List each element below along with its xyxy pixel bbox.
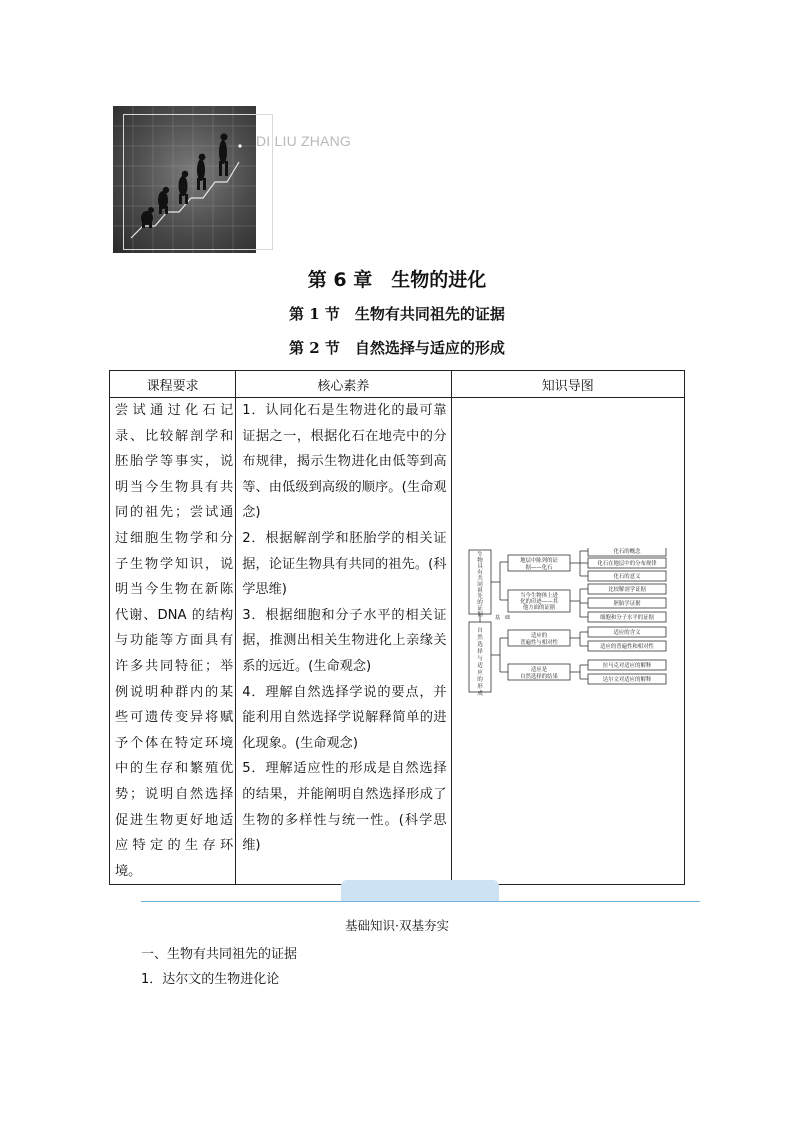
table-header-row [110,371,685,398]
svg-text:证: 证 [476,606,483,612]
svg-text:物: 物 [476,558,483,564]
mindmap-cell [451,398,684,885]
literacy-item-3: 3．根据细胞和分子水平的相关证据，推测出相关生物进化上亲缘关系的远近。(生命观念) [242,607,447,674]
svg-text:据: 据 [476,612,483,618]
svg-text:适应的: 适应的 [530,633,547,639]
header-literacy: 核心素养 [236,371,451,398]
svg-text:具: 具 [476,564,483,570]
svg-text:的: 的 [476,677,483,683]
svg-text:化石在地层中的分布规律: 化石在地层中的分布规律 [596,561,657,567]
literacy-item-4: 4．理解自然选择学说的要点，并能利用自然选择学说解释简单的进化现象。(生命观念) [242,684,447,751]
literacy-item-1: 1．认同化石是生物进化的最可靠证据之一，根据化石在地壳中的分布规律，揭示生物进化由低等到高等、由低级到高级的顺序。(生命观念) [242,403,447,521]
svg-text:他方面的证据: 他方面的证据 [522,605,555,611]
svg-text:成: 成 [476,691,483,697]
svg-text:适: 适 [476,663,483,669]
svg-text:据——化石: 据——化石 [525,565,553,571]
svg-text:共: 共 [476,576,483,582]
chapter-title: 第 6 章 生物的进化 [307,269,487,291]
svg-text:化石的概念: 化石的概念 [613,549,641,555]
section-divider [141,901,700,902]
svg-text:细胞和分子水平的证据: 细胞和分子水平的证据 [599,615,654,621]
svg-text:胚胎学证据: 胚胎学证据 [613,601,641,607]
banner-frame [123,114,273,250]
svg-text:应: 应 [476,670,483,676]
svg-text:形: 形 [476,684,483,690]
table-content-row [110,398,685,885]
section-tab-decoration [341,880,499,902]
knowledge-mindmap [468,548,672,698]
literacy-item-2: 2．根据解剖学和胚胎学的相关证据，论证生物具有共同的祖先。(科学思维) [242,530,447,598]
svg-text:普遍性与相对性: 普遍性与相对性 [519,640,558,646]
svg-text:拉马克对适应的解释: 拉马克对适应的解释 [602,663,651,669]
svg-text:比较解剖学证据: 比较解剖学证据 [607,587,646,593]
svg-text:化石的意义: 化石的意义 [613,574,641,580]
section-title-2: 第 2 节 自然选择与适应的形成 [289,339,505,357]
literacy-cell [236,398,451,885]
svg-text:适应的含义: 适应的含义 [613,630,641,636]
heading-level-1: 一、生物有共同祖先的证据 [141,947,298,962]
header-mindmap: 知识导图 [451,371,684,398]
requirements-text: 尝试通过化石记录、比较解剖学和胚胎学等事实，说明当今生物具有共同的祖先；尝试通过细胞生物学和分子生物学知识，说明当今生物在新陈代谢、DNA 的结构与功能等方面具有许多共同特征；举例说明种群内的某些可遗传变异将赋予个体在特定环境中的生存和繁殖优势；说明自然选择促进生物更好地适应特定的生存环境。 [115,403,234,879]
svg-text:的: 的 [476,600,483,606]
svg-text:地层中陈列的证: 地层中陈列的证 [519,558,558,564]
header-requirements: 课程要求 [110,371,236,398]
svg-text:达尔文对适应的解释: 达尔文对适应的解释 [602,677,651,683]
svg-text:生: 生 [476,552,483,558]
divider-label: 基础知识·双基夯实 [345,918,449,933]
heading-level-2: 1．达尔文的生物进化论 [141,972,280,987]
svg-text:适应是: 适应是 [530,667,547,673]
literacy-item-5: 5．理解适应性的形成是自然选择的结果，并能阐明自然选择形成了生物的多样性与统一性。(科学思维) [242,761,447,854]
svg-text:祖: 祖 [476,588,483,594]
mindmap-basis-label: 基 础 [494,615,510,621]
svg-text:与: 与 [476,656,483,662]
svg-text:择: 择 [476,649,483,655]
svg-text:然: 然 [476,635,483,641]
svg-text:当今生物体上进: 当今生物体上进 [519,593,558,599]
svg-text:自: 自 [476,628,483,634]
overview-table [109,370,685,885]
chapter-label: DI LIU ZHANG [256,133,351,149]
svg-text:先: 先 [476,594,483,600]
requirements-cell [110,398,236,885]
svg-text:适应的普遍性和相对性: 适应的普遍性和相对性 [599,644,654,650]
svg-text:选: 选 [476,642,483,648]
svg-text:同: 同 [476,582,483,588]
svg-text:有: 有 [476,570,483,576]
section-title-1: 第 1 节 生物有共同祖先的证据 [289,305,505,323]
mindmap-mid-labels [520,556,558,680]
mindmap-root-labels [477,550,483,697]
svg-text:化的印迹——其: 化的印迹——其 [519,599,558,605]
svg-text:自然选择的结果: 自然选择的结果 [519,674,558,680]
